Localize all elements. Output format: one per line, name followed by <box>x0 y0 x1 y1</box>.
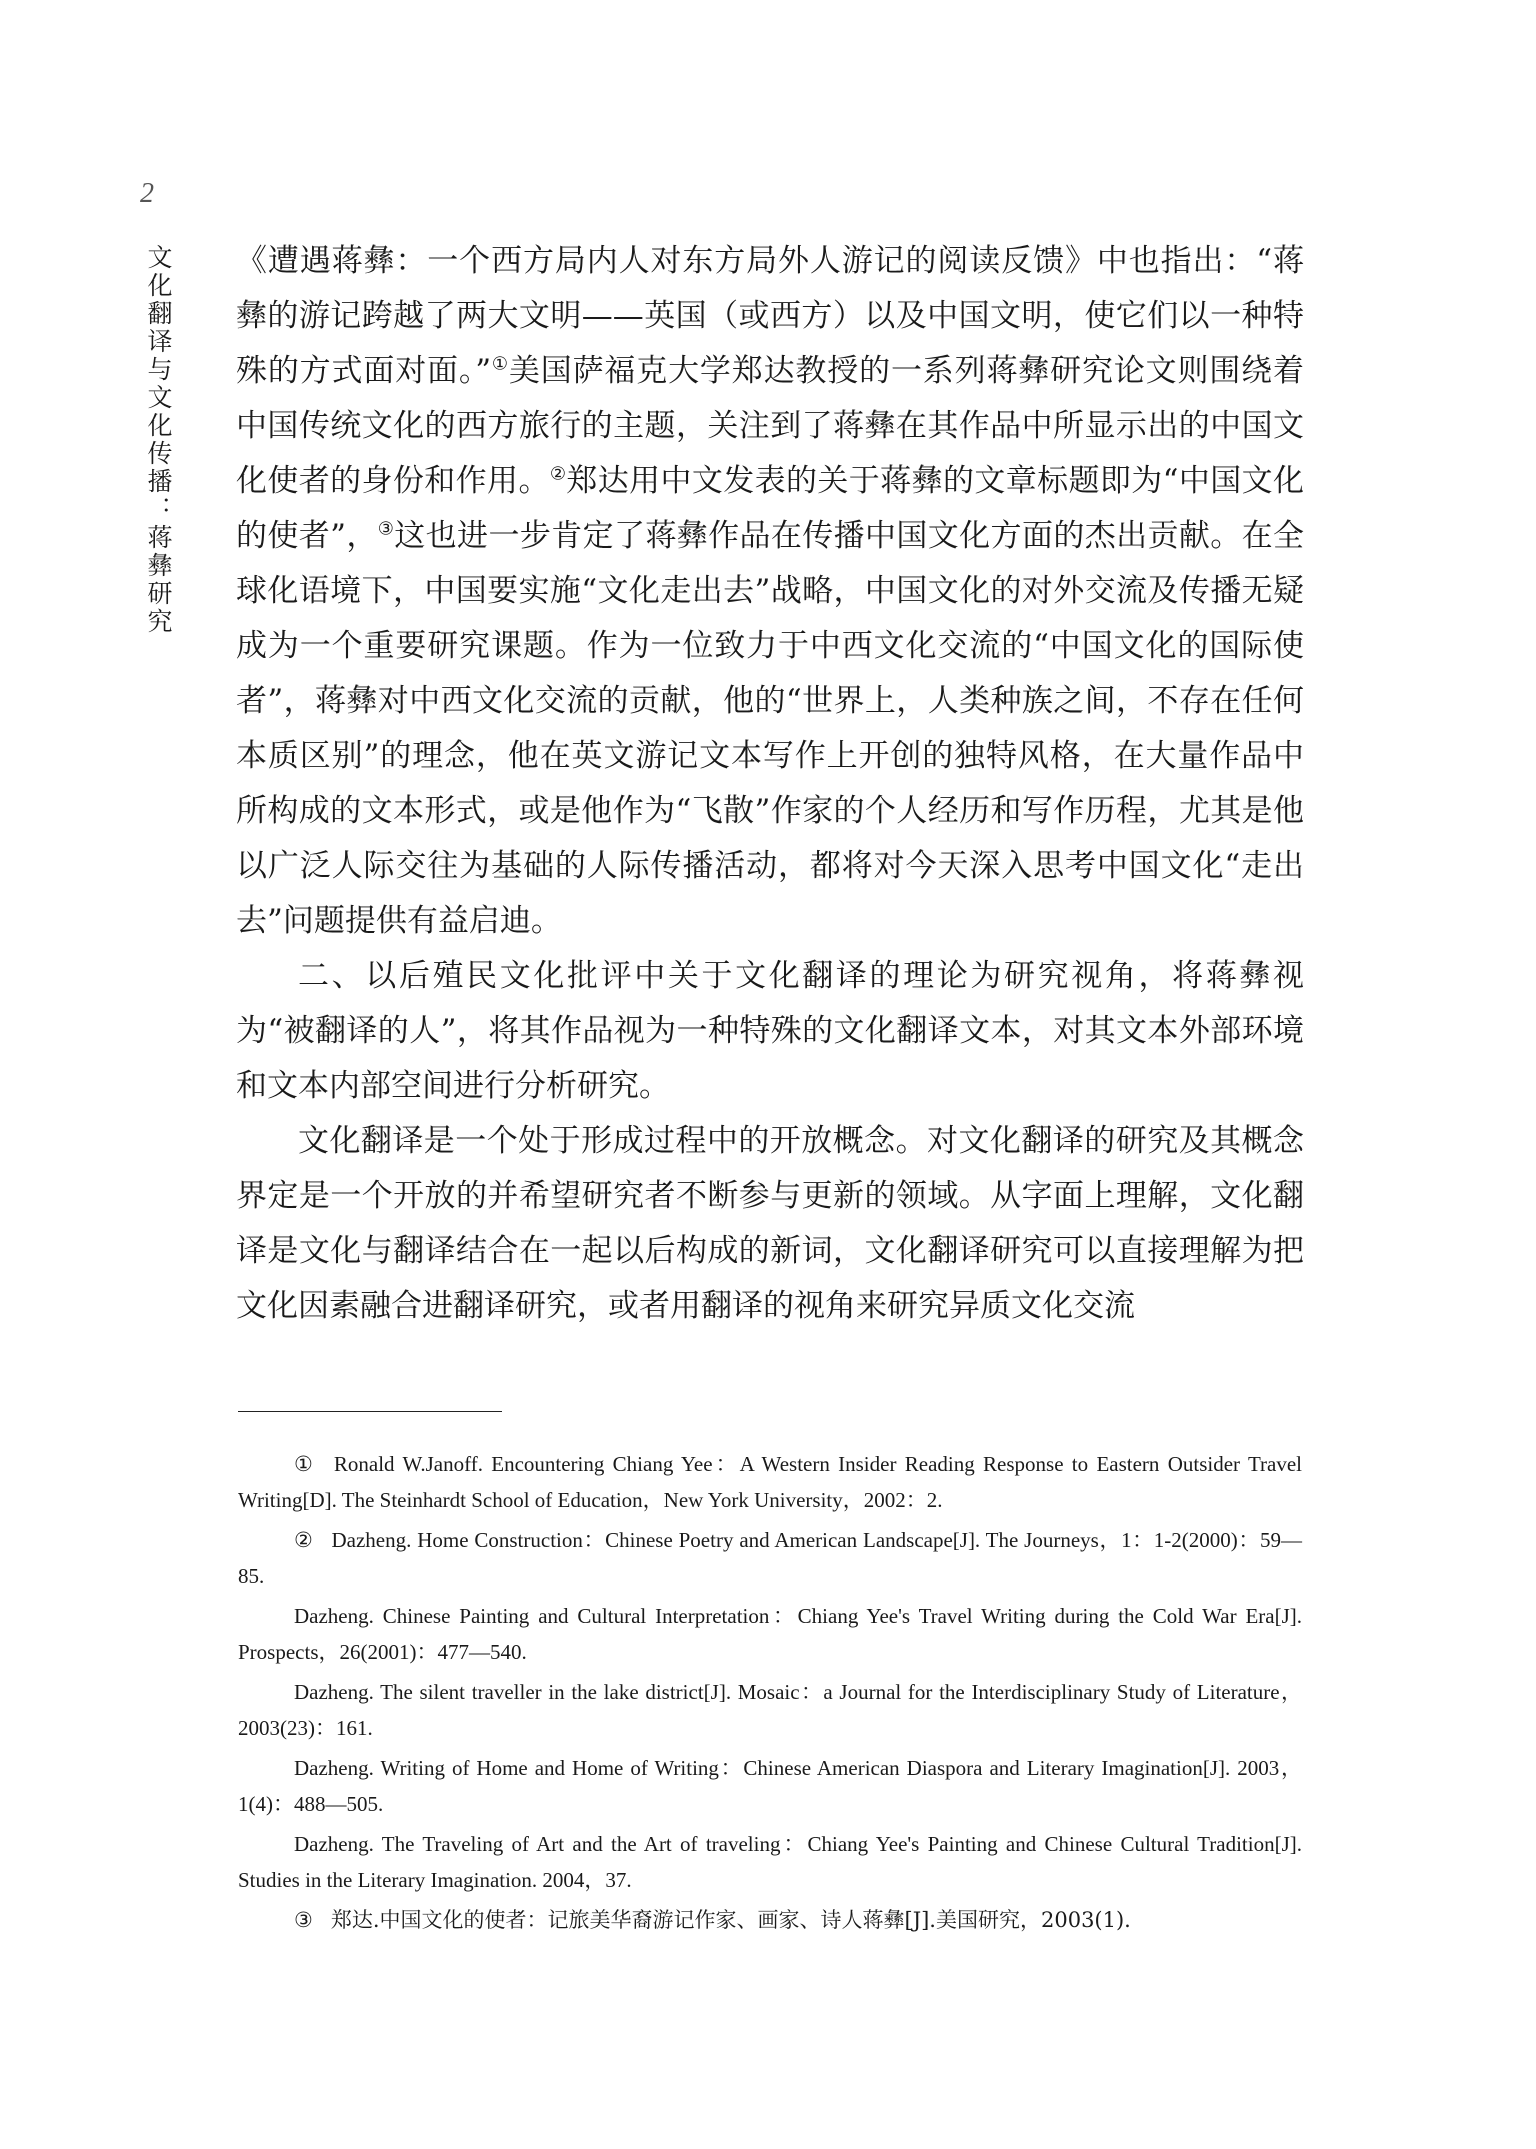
footnote-text: Dazheng. The Traveling of Art and the Art of traveling：Chiang Yee's Painting and Chinese Cultural Tradition[J]. Studies in the Literary Imagination. 2004，37. <box>238 1832 1302 1892</box>
paragraph-1-part-b: 美国萨福克大学郑达教授的一系列蒋彝研究论文则围绕着中国传统文化的西方旅行的主题，关注到了蒋彝在其作品中所显示出的中国文化使者的身份和作用。 <box>236 353 1305 499</box>
paragraph-2: 二、以后殖民文化批评中关于文化翻译的理论为研究视角，将蒋彝视为“被翻译的人”，将其作品视为一种特殊的文化翻译文本，对其文本外部环境和文本内部空间进行分析研究。 <box>236 958 1304 1104</box>
footnote-2-ref-e <box>238 1826 1302 1898</box>
footnote-ref-1: ① <box>491 353 509 375</box>
page-number: 2 <box>140 178 154 209</box>
body-text <box>236 234 1304 1334</box>
footnote-text: 郑达.中国文化的使者：记旅美华裔游记作家、画家、诗人蒋彝[J].美国研究，2003(1). <box>330 1908 1131 1932</box>
paragraph-1-part-a: 《遭遇蒋彝：一个西方局内人对东方局外人游记的阅读反馈》中也指出：“蒋彝的游记跨越了两大文明——英国（或西方）以及中国文明，使它们以一种特殊的方式面对面。” <box>236 243 1304 389</box>
footnote-text: Dazheng. Chinese Painting and Cultural Interpretation：Chiang Yee's Travel Writing during the Cold War Era[J]. Prospects，26(2001)：477—540. <box>238 1604 1302 1664</box>
footnote-2 <box>238 1522 1302 1594</box>
paragraph-3: 文化翻译是一个处于形成过程中的开放概念。对文化翻译的研究及其概念界定是一个开放的并希望研究者不断参与更新的领域。从字面上理解，文化翻译是文化与翻译结合在一起以后构成的新词，文化翻译研究可以直接理解为把文化因素融合进翻译研究，或者用翻译的视角来研究异质文化交流 <box>236 1123 1304 1324</box>
footnote-2-ref-b <box>238 1598 1302 1670</box>
paragraph-1-part-d: 这也进一步肯定了蒋彝作品在传播中国文化方面的杰出贡献。在全球化语境下，中国要实施“文化走出去”战略，中国文化的对外交流及传播无疑成为一个重要研究课题。作为一位致力于中西文化交流的“中国文化的国际使者”，蒋彝对中西文化交流的贡献，他的“世界上，人类种族之间，不存在任何本质区别”的理念，他在英文游记文本写作上开创的独特风格，在大量作品中所构成的文本形式，或是他作为“飞散”作家的个人经历和写作历程，尤其是他以广泛人际交往为基础的人际传播活动，都将对今天深入思考中国文化“走出去”问题提供有益启迪。 <box>236 518 1304 939</box>
footnote-text: Dazheng. Home Construction：Chinese Poetry and American Landscape[J]. The Journeys，1：1-2(2000)：59—85. <box>238 1528 1303 1588</box>
footnote-ref-2: ② <box>549 463 567 485</box>
footnote-text: Dazheng. Writing of Home and Home of Writing：Chinese American Diaspora and Literary Imagination[J]. 2003，1(4)：488—505. <box>238 1756 1302 1816</box>
footnote-text: Dazheng. The silent traveller in the lake district[J]. Mosaic：a Journal for the Interdisciplinary Study of Literature，2003(23)：161. <box>238 1680 1302 1740</box>
footnote-1 <box>238 1446 1302 1518</box>
footnote-mark: ③ <box>294 1908 313 1932</box>
paragraph-1 <box>236 234 1304 949</box>
footnote-2-ref-c <box>238 1674 1302 1746</box>
footnote-divider <box>238 1411 502 1412</box>
footnote-ref-3: ③ <box>377 518 395 540</box>
footnote-text: Ronald W.Janoff. Encountering Chiang Yee：A Western Insider Reading Response to Eastern Outsider Travel Writing[D]. The Steinhardt School of Education，New York University，2002：2. <box>238 1452 1302 1512</box>
footnote-mark: ② <box>294 1528 314 1552</box>
running-title: 文化翻译与文化传播：蒋彝研究 <box>144 244 173 636</box>
footnote-3 <box>238 1902 1302 1938</box>
paragraph-1-part-c: 郑达用中文发表的关于蒋彝的文章标题即为“中国文化的使者”， <box>236 463 1304 554</box>
footnote-mark: ① <box>294 1452 316 1476</box>
footnotes <box>238 1446 1302 1942</box>
footnote-2-ref-d <box>238 1750 1302 1822</box>
